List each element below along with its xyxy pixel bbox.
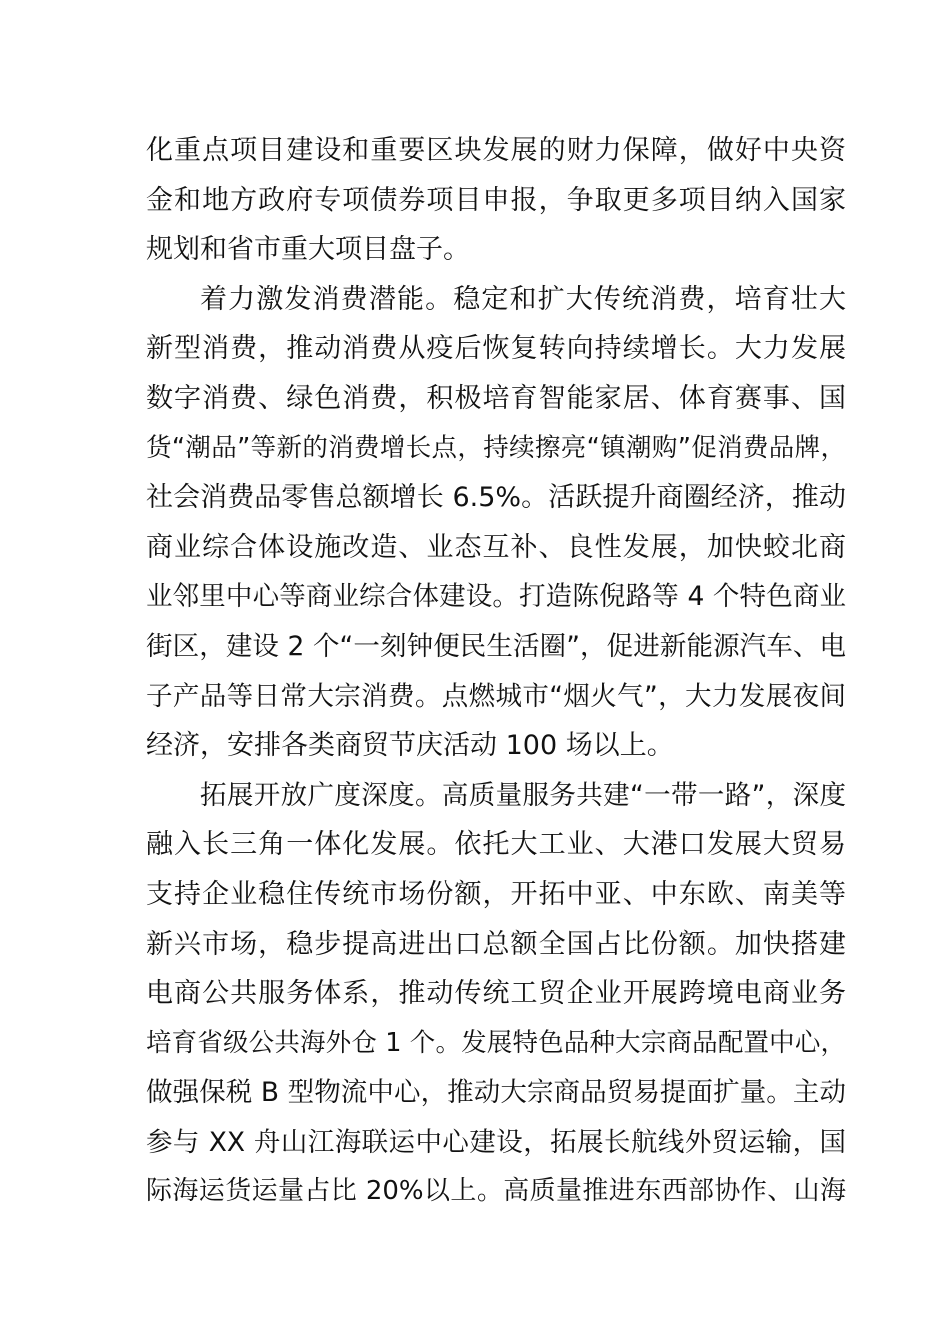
text-line: 子产品等日常大宗消费。点燃城市“烟火气”，大力发展夜间 (146, 680, 846, 712)
text-line: 数字消费、绿色消费，积极培育智能家居、体育赛事、国 (146, 382, 846, 414)
text-line: 街区，建设 2 个“一刻钟便民生活圈”，促进新能源汽车、电 (146, 630, 846, 662)
text-line: 经济，安排各类商贸节庆活动 100 场以上。 (146, 730, 674, 762)
text-line: 培育省级公共海外仓 1 个。发展特色品种大宗商品配置中心， (146, 1027, 846, 1058)
body-text (146, 126, 846, 1217)
text-line: 规划和省市重大项目盘子。 (146, 234, 470, 266)
text-line: 支持企业稳住传统市场份额，开拓中亚、中东欧、南美等 (146, 878, 846, 910)
text-line: 参与 XX 舟山江海联运中心建设，拓展长航线外贸运输，国 (146, 1126, 846, 1158)
text-line: 新兴市场，稳步提高进出口总额全国占比份额。加快搭建 (146, 928, 846, 960)
text-line: 社会消费品零售总额增长 6.5%。活跃提升商圈经济，推动 (146, 482, 846, 514)
text-line: 际海运货运量占比 20%以上。高质量推进东西部协作、山海 (146, 1176, 846, 1207)
text-line: 融入长三角一体化发展。依托大工业、大港口发展大贸易 (146, 829, 846, 861)
text-line: 化重点项目建设和重要区块发展的财力保障，做好中央资 (146, 135, 846, 166)
text-line: 电商公共服务体系，推动传统工贸企业开展跨境电商业务 (146, 978, 846, 1010)
text-line: 新型消费，推动消费从疫后恢复转向持续增长。大力发展 (146, 333, 846, 365)
text-line: 金和地方政府专项债券项目申报，争取更多项目纳入国家 (146, 184, 846, 216)
paragraph-start-line: 拓展开放广度深度。高质量服务共建“一带一路”，深度 (200, 779, 846, 811)
text-line: 做强保税 B 型物流中心，推动大宗商品贸易提面扩量。主动 (146, 1077, 846, 1109)
text-line: 商业综合体设施改造、业态互补、良性发展，加快蛟北商 (146, 531, 846, 563)
paragraph-start-line: 着力激发消费潜能。稳定和扩大传统消费，培育壮大 (200, 283, 846, 315)
text-line: 货“潮品”等新的消费增长点，持续擦亮“镇潮购”促消费品牌， (146, 432, 846, 463)
text-line: 业邻里中心等商业综合体建设。打造陈倪路等 4 个特色商业 (146, 581, 846, 613)
